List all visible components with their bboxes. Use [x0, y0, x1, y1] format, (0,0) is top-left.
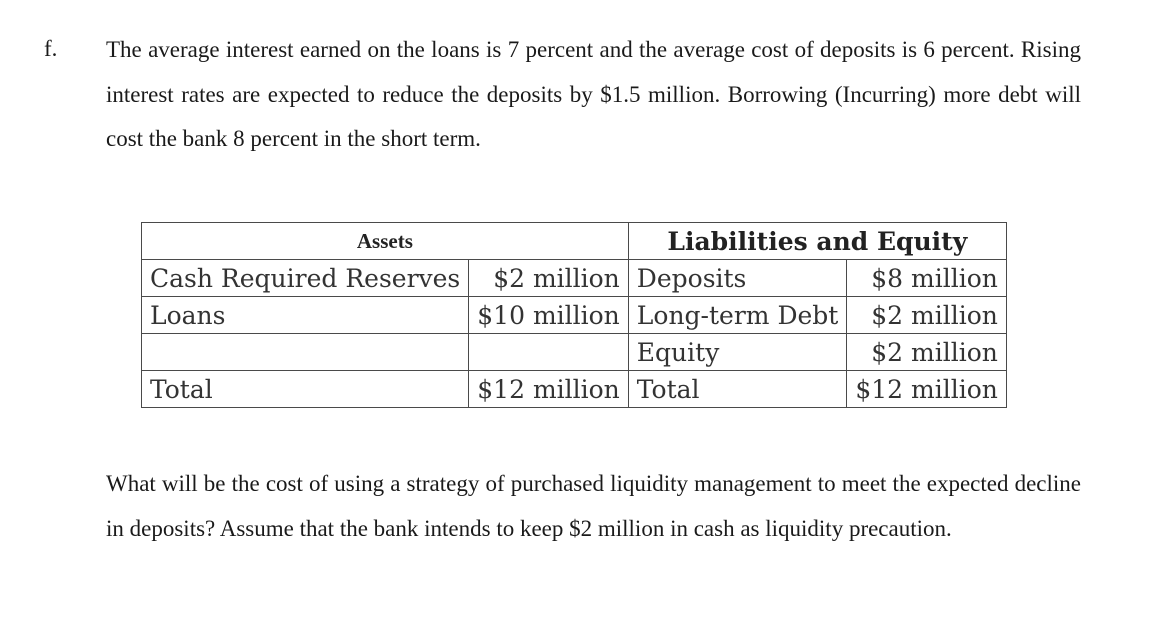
question-paragraph-intro: The average interest earned on the loans is 7 percent and the average cost of deposits is 6 percent. Rising interest rates are expected to reduce the deposits by $1.5 million. Borrowing (Incurring) more debt will cost the bank 8 percent in the short term. [106, 37, 1081, 151]
asset-value-cell: $10 million [469, 297, 629, 334]
liability-name-cell: Long-term Debt [628, 297, 847, 334]
liability-total-value: $12 million [847, 371, 1007, 408]
asset-name-cell: Cash Required Reserves [142, 260, 469, 297]
table-row [142, 260, 1007, 297]
question-label: f. [44, 36, 58, 61]
balance-sheet-table [141, 222, 1007, 408]
asset-value-cell: $2 million [469, 260, 629, 297]
liability-value-cell: $8 million [847, 260, 1007, 297]
liability-value-cell: $2 million [847, 334, 1007, 371]
table-header-row [142, 223, 1007, 260]
question-paragraph-prompt: What will be the cost of using a strategy of purchased liquidity management to meet the expected decline in deposits? Assume that the bank intends to keep $2 million in cash as liquidity precaution. [106, 471, 1081, 541]
liability-value-cell: $2 million [847, 297, 1007, 334]
liability-total-label: Total [628, 371, 847, 408]
table-row [142, 297, 1007, 334]
table-total-row [142, 371, 1007, 408]
liabilities-header: Liabilities and Equity [628, 223, 1006, 260]
asset-total-label: Total [142, 371, 469, 408]
assets-header: Assets [142, 223, 629, 260]
asset-total-value: $12 million [469, 371, 629, 408]
asset-value-cell [469, 334, 629, 371]
liability-name-cell: Equity [628, 334, 847, 371]
table-row [142, 334, 1007, 371]
asset-name-cell: Loans [142, 297, 469, 334]
asset-name-cell [142, 334, 469, 371]
liability-name-cell: Deposits [628, 260, 847, 297]
